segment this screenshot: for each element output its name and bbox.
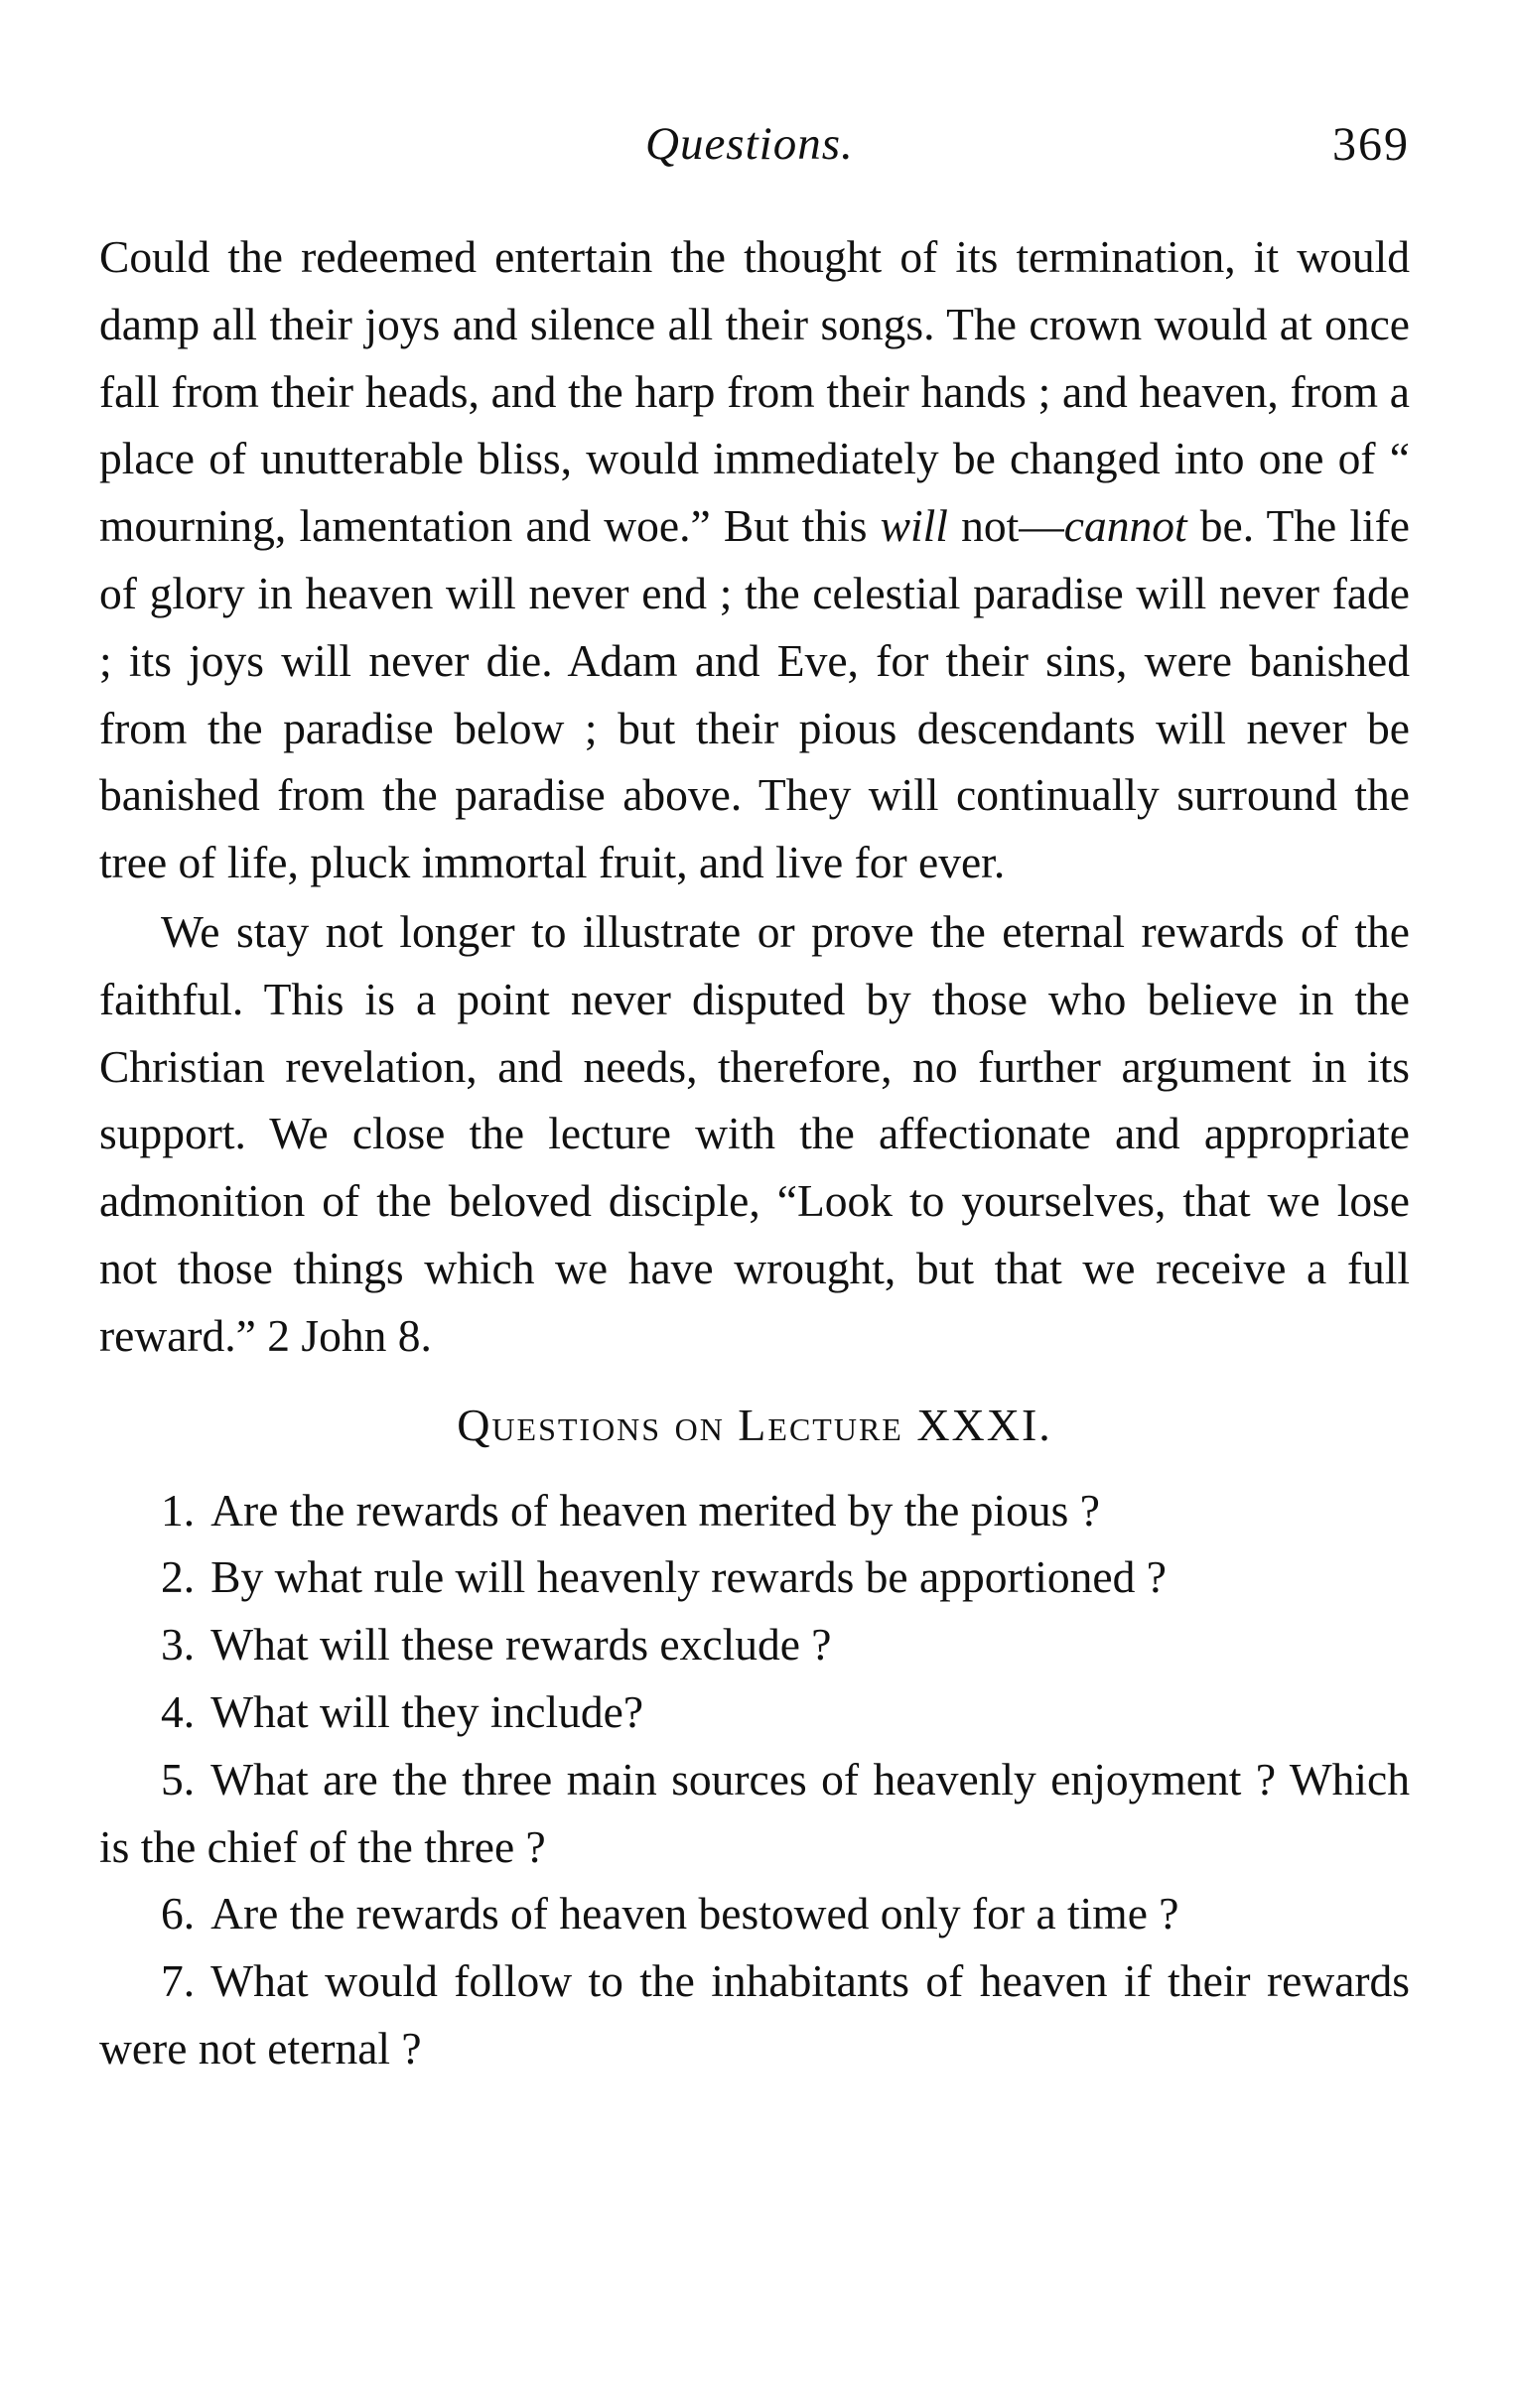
emphasis-cannot: cannot bbox=[1063, 500, 1187, 552]
question-text: Are the rewards of heaven bestowed only for a time ? bbox=[210, 1888, 1179, 1940]
page-number: 369 bbox=[1332, 118, 1410, 171]
page-header bbox=[0, 117, 1517, 187]
running-head: Questions. bbox=[645, 118, 854, 170]
questions-list bbox=[99, 1477, 1410, 2082]
paragraph-2-text: We stay not longer to illustrate or prove the eternal rewards of the faithful. This is a point never disputed by those who believe in the Christian revelation, and needs, therefore, no further argument in its support. We close the lecture with the affectionate and appropriate admonition of the beloved disciple, “Look to yourselves, that we lose not those things which we have wrought, but that we receive a full reward.” 2 John 8. bbox=[99, 905, 1410, 1361]
question-item bbox=[99, 1947, 1410, 2082]
question-number: 6. bbox=[161, 1888, 196, 1940]
paragraph-1-text-3: be. The life of glory in heaven will never end ; the celestial paradise will never fade ; its joys will never die. Adam and Eve, for their sins, were banished from the paradise below ; but their pious descendants will never be banished from the paradise above. They will continually surround the tree of life, pluck immortal fruit, and live for ever. bbox=[99, 500, 1410, 888]
question-number: 5. bbox=[161, 1753, 196, 1805]
question-item bbox=[99, 1746, 1410, 1881]
question-item bbox=[99, 1477, 1410, 1544]
question-text: What will these rewards exclude ? bbox=[210, 1619, 832, 1671]
question-number: 7. bbox=[161, 1955, 196, 2007]
question-text: What are the three main sources of heavenly enjoyment ? Which is the chief of the three ? bbox=[99, 1753, 1410, 1872]
paragraph-1 bbox=[99, 223, 1410, 896]
paragraph-2 bbox=[99, 898, 1410, 1370]
question-number: 4. bbox=[161, 1685, 196, 1737]
question-text: What would follow to the inhabitants of heaven if their rewards were not eternal ? bbox=[99, 1955, 1410, 2074]
question-item bbox=[99, 1543, 1410, 1611]
question-number: 2. bbox=[161, 1551, 196, 1603]
paragraph-1-text-2: not— bbox=[947, 500, 1064, 552]
question-number: 3. bbox=[161, 1619, 196, 1671]
emphasis-will: will bbox=[880, 500, 948, 552]
paragraph-1-text: Could the redeemed entertain the thought of its termination, it would damp all their joys and silence all their songs. The crown would at once fall from their heads, and the harp from their hands ; and heaven, from a place of unutterable bliss, would immediately be changed into one of “ mourning, lamentation and woe.” But this bbox=[99, 231, 1410, 552]
question-text: By what rule will heavenly rewards be apportioned ? bbox=[210, 1551, 1167, 1603]
question-number: 1. bbox=[161, 1484, 196, 1536]
body-text bbox=[99, 223, 1410, 2082]
question-item bbox=[99, 1880, 1410, 1947]
question-item bbox=[99, 1611, 1410, 1678]
question-text: Are the rewards of heaven merited by the pious ? bbox=[210, 1484, 1100, 1536]
section-heading: Questions on Lecture XXXI. bbox=[457, 1399, 1052, 1450]
question-item bbox=[99, 1678, 1410, 1746]
question-text: What will they include? bbox=[210, 1685, 644, 1737]
